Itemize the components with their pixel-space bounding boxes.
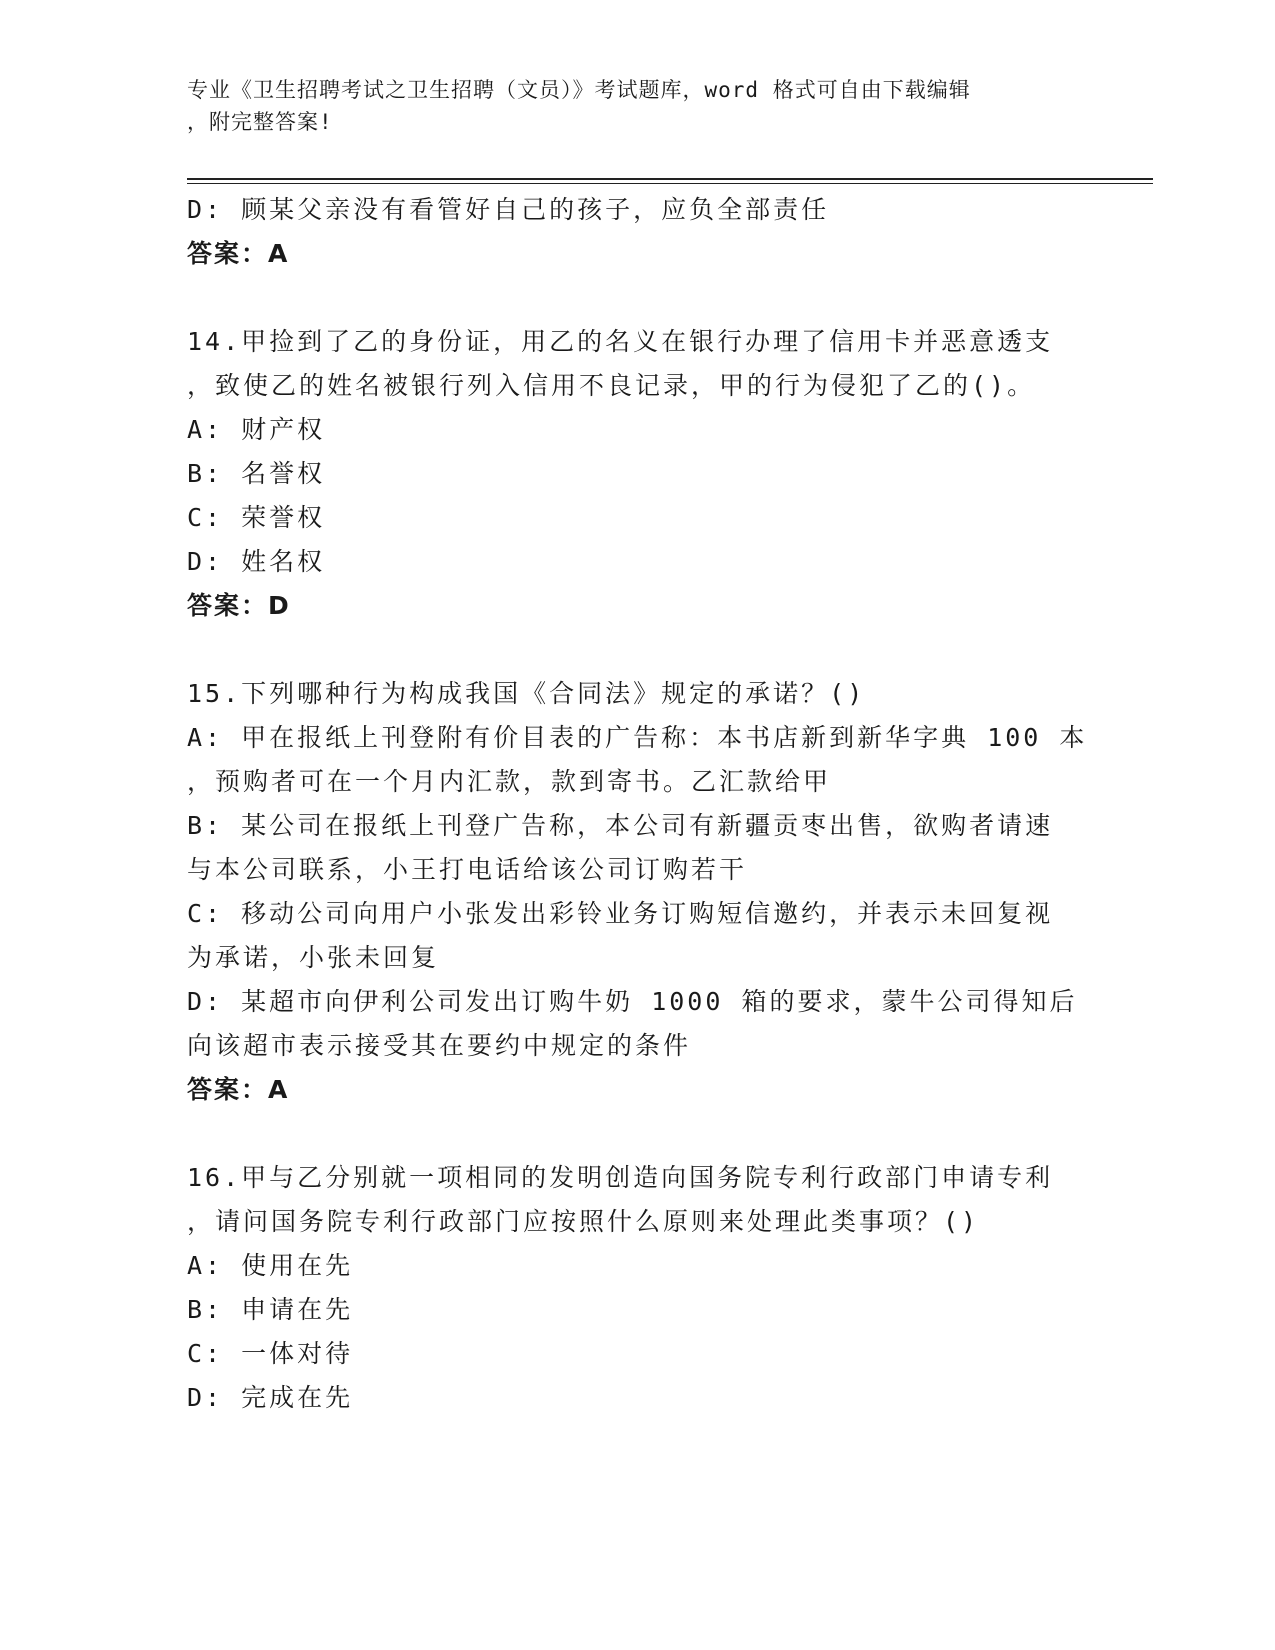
- q13-answer: 答案：A: [187, 239, 290, 268]
- header-divider-thick: [187, 178, 1153, 180]
- q14-option-d: D: 姓名权: [187, 547, 326, 576]
- q14-option-b: B: 名誉权: [187, 459, 326, 488]
- q16-option-c: C: 一体对待: [187, 1339, 354, 1368]
- q16-option-a: A: 使用在先: [187, 1251, 354, 1280]
- q15-option-d-line-1: D: 某超市向伊利公司发出订购牛奶 1000 箱的要求，蒙牛公司得知后: [187, 987, 1078, 1016]
- q15-option-a-line-2: ，预购者可在一个月内汇款，款到寄书。乙汇款给甲: [187, 767, 832, 796]
- q16-option-d: D: 完成在先: [187, 1383, 354, 1412]
- q15-stem: 15.下列哪种行为构成我国《合同法》规定的承诺？(): [187, 679, 866, 708]
- q14-stem-line-1: 14.甲捡到了乙的身份证，用乙的名义在银行办理了信用卡并恶意透支: [187, 327, 1054, 356]
- q14-option-c: C: 荣誉权: [187, 503, 326, 532]
- header-line-1: 专业《卫生招聘考试之卫生招聘（文员）》考试题库，word 格式可自由下载编辑: [187, 78, 971, 102]
- q15-option-b-line-1: B: 某公司在报纸上刊登广告称，本公司有新疆贡枣出售，欲购者请速: [187, 811, 1054, 840]
- q15-option-c-line-2: 为承诺，小张未回复: [187, 943, 440, 972]
- q15-answer: 答案：A: [187, 1075, 290, 1104]
- q15-option-c-line-1: C: 移动公司向用户小张发出彩铃业务订购短信邀约，并表示未回复视: [187, 899, 1054, 928]
- q15-option-a-line-1: A: 甲在报纸上刊登附有价目表的广告称：本书店新到新华字典 100 本: [187, 723, 1088, 752]
- q13-option-d: D: 顾某父亲没有看管好自己的孩子，应负全部责任: [187, 195, 830, 224]
- q16-stem-line-1: 16.甲与乙分别就一项相同的发明创造向国务院专利行政部门申请专利: [187, 1163, 1054, 1192]
- q15-option-b-line-2: 与本公司联系，小王打电话给该公司订购若干: [187, 855, 748, 884]
- document-header: [187, 74, 1087, 138]
- q14-answer: 答案：D: [187, 591, 291, 620]
- header-line-2: ，附完整答案!: [187, 110, 333, 134]
- header-divider-thin: [187, 183, 1153, 184]
- q14-option-a: A: 财产权: [187, 415, 326, 444]
- q14-stem-line-2: ，致使乙的姓名被银行列入信用不良记录，甲的行为侵犯了乙的()。: [187, 371, 1036, 400]
- q15-option-d-line-2: 向该超市表示接受其在要约中规定的条件: [187, 1031, 692, 1060]
- q16-option-b: B: 申请在先: [187, 1295, 354, 1324]
- q16-stem-line-2: ，请问国务院专利行政部门应按照什么原则来处理此类事项？(): [187, 1207, 980, 1236]
